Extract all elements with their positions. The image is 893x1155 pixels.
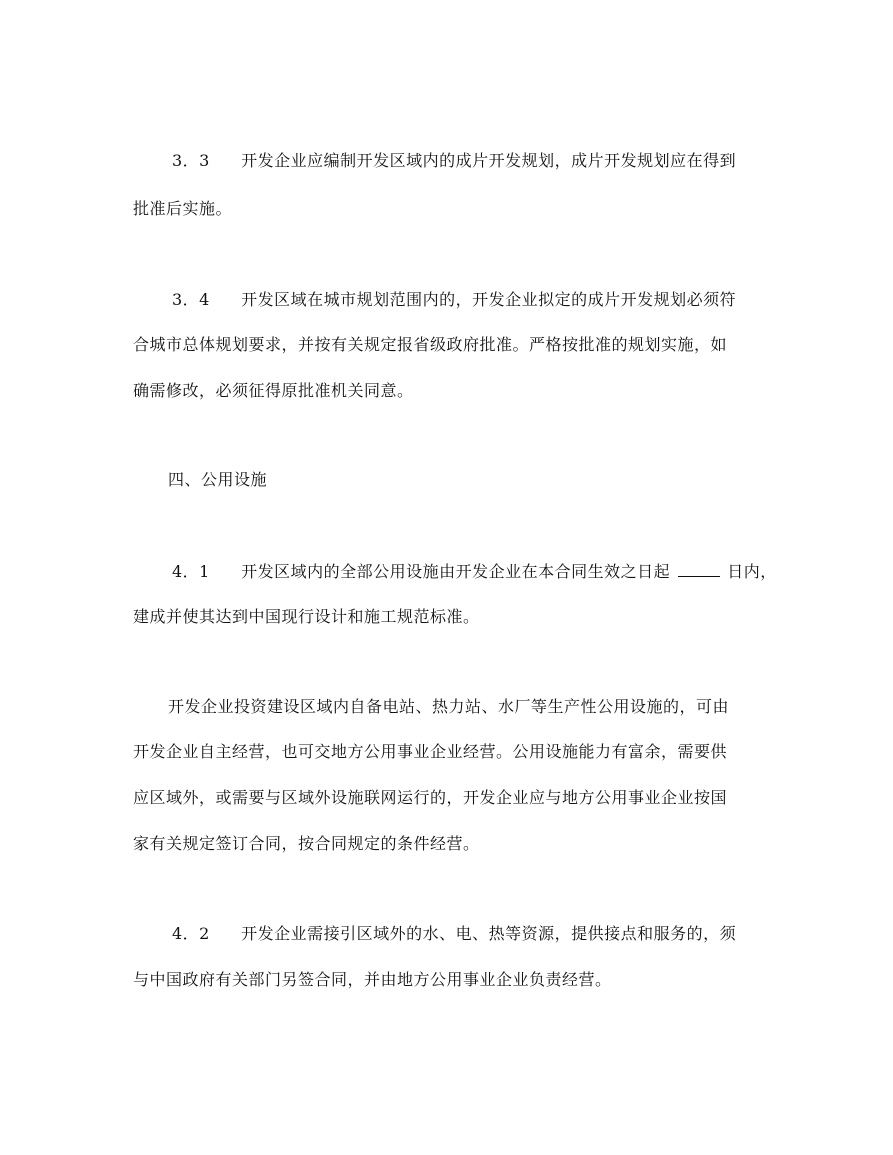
paragraph-text: 开发企业自主经营，也可交地方公用事业企业经营。公用设施能力有富余，需要供 [133,742,728,761]
clause-3-3-line-2 [133,198,232,220]
clause-text: 建成并使其达到中国现行设计和施工规范标准。 [133,607,480,626]
clause-text: 确需修改，必须征得原批准机关同意。 [133,381,414,400]
clause-4-2-line-1 [172,923,736,945]
clause-text: 批准后实施。 [133,199,233,218]
clause-3-4-line-1 [172,289,736,311]
paragraph-line-3 [133,787,727,809]
clause-number: 3．4 [172,290,210,309]
clause-text: 开发企业需接引区域外的水、电、热等资源，提供接点和服务的，须 [241,924,737,943]
clause-text: 开发区域内的全部公用设施由开发企业在本合同生效之日起 [241,562,671,581]
clause-3-4-line-2 [133,334,727,356]
paragraph-line-1 [168,696,729,718]
paragraph-line-2 [133,741,727,763]
clause-3-3-line-1 [172,150,736,172]
clause-text: 开发区域在城市规划范围内的，开发企业拟定的成片开发规划必须符 [241,290,737,309]
clause-text: 日内， [727,562,777,581]
paragraph-line-4 [133,833,480,855]
blank-days-field [678,560,720,577]
paragraph-text: 应区域外，或需要与区域外设施联网运行的，开发企业应与地方公用事业企业按国 [133,788,728,807]
section-heading [168,469,267,491]
clause-text: 合城市总体规划要求，并按有关规定报省级政府批准。严格按批准的规划实施，如 [133,335,728,354]
paragraph-text: 家有关规定签订合同，按合同规定的条件经营。 [133,834,480,853]
clause-text: 与中国政府有关部门另签合同，并由地方公用事业企业负责经营。 [133,970,612,989]
paragraph-text: 开发企业投资建设区域内自备电站、热力站、水厂等生产性公用设施的，可由 [168,697,730,716]
clause-4-1-line-1 [172,560,777,583]
clause-text: 开发企业应编制开发区域内的成片开发规划，成片开发规划应在得到 [241,151,737,170]
section-heading-text: 四、公用设施 [168,470,268,489]
clause-3-4-line-3 [133,380,414,402]
clause-number: 4．2 [172,924,210,943]
clause-4-1-line-2 [133,606,480,628]
clause-number: 3．3 [172,151,210,170]
clause-4-2-line-2 [133,969,612,991]
clause-number: 4．1 [172,562,210,581]
